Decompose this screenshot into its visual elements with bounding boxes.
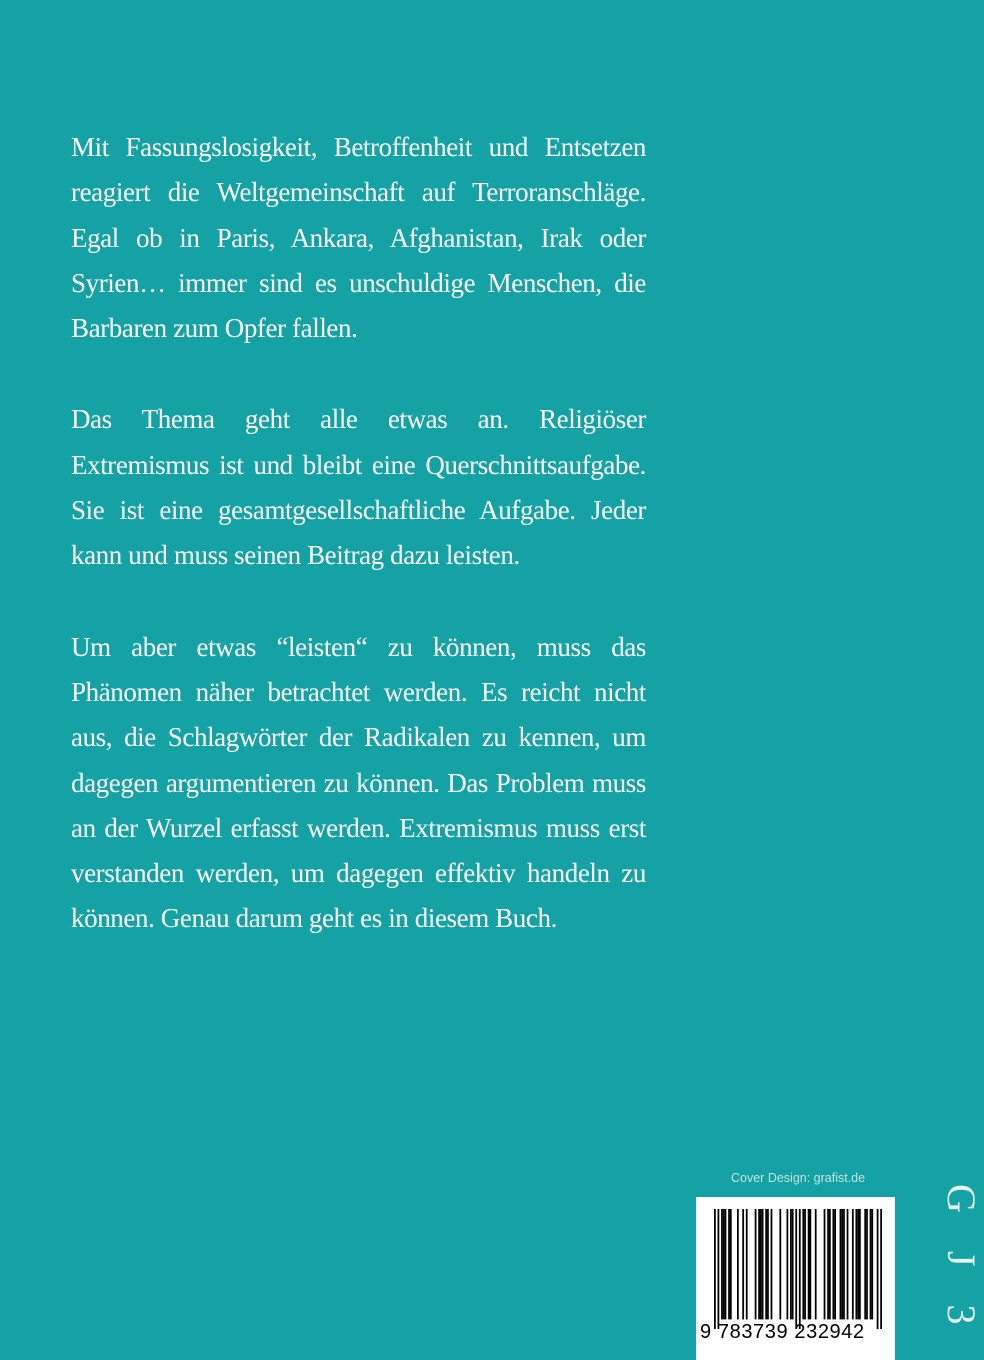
cover-design-credit: Cover Design: grafist.de	[731, 1171, 866, 1185]
barcode-bar	[746, 1209, 748, 1319]
barcode-bar	[855, 1209, 857, 1319]
barcode-bar	[758, 1209, 760, 1319]
barcode-bar	[714, 1209, 716, 1329]
barcode-bar	[742, 1209, 744, 1319]
spine-edge	[938, 1180, 984, 1360]
barcode-bar	[787, 1209, 789, 1319]
back-cover-blurb	[71, 125, 646, 942]
barcode-bar	[790, 1209, 792, 1319]
barcode-bar	[767, 1209, 769, 1319]
barcode-bar	[829, 1209, 831, 1319]
barcode-bar	[840, 1209, 842, 1319]
barcode-bar	[857, 1209, 859, 1319]
barcode-bar	[859, 1209, 861, 1319]
barcode-bar	[728, 1209, 730, 1319]
barcode-bar	[808, 1209, 810, 1319]
barcode-bar	[824, 1209, 826, 1319]
blurb-paragraph-2: Das Thema geht alle etwas an. Religiöser Extremismus ist und bleibt eine Querschnittsaufgabe. Sie ist eine gesamtgesellschaftliche Aufgabe. Jeder kann und muss seinen Beitrag dazu leisten.	[71, 404, 646, 571]
spine-text-fragment: G J 3	[939, 1184, 984, 1339]
barcode-bar	[809, 1209, 811, 1319]
barcode-bar	[841, 1209, 843, 1319]
barcode-bar	[779, 1209, 781, 1319]
barcode-bar	[864, 1209, 866, 1319]
barcode-bar	[723, 1209, 725, 1319]
barcode-bar	[827, 1209, 829, 1319]
barcode-bar	[795, 1209, 797, 1329]
barcode-bar	[765, 1209, 767, 1319]
barcode-bar	[871, 1209, 873, 1319]
barcode-bar	[721, 1209, 723, 1319]
barcode-bar	[847, 1209, 849, 1319]
barcode-bar	[815, 1209, 817, 1319]
barcode-bar	[760, 1209, 762, 1319]
barcode-bar	[870, 1209, 872, 1319]
barcode-bar	[866, 1209, 868, 1319]
isbn-barcode	[696, 1197, 895, 1360]
barcode-bar	[877, 1209, 879, 1329]
barcode-bar	[843, 1209, 845, 1319]
barcode-bar	[880, 1209, 882, 1329]
blurb-paragraph-3: Um aber etwas “leisten“ zu können, muss das Phänomen näher betrachtet werden. Es reicht nicht aus, die Schlagwörter der Radikalen zu kennen, um dagegen argumentieren zu können. Das Problem muss an der Wurzel erfasst werden. Extremismus muss erst verstanden werden, um dagegen effektiv handeln zu können. Genau darum geht es in diesem Buch.	[71, 631, 646, 934]
barcode-bar	[834, 1209, 836, 1319]
blurb-paragraph-1: Mit Fassungslosigkeit, Betroffenheit und Entsetzen reagiert die Weltgemeinschaft auf Terroranschläge. Egal ob in Paris, Ankara, Afghanistan, Irak oder Syrien… immer sind es unschuldige Menschen, die Barbaren zum Opfer fallen.	[71, 132, 646, 344]
barcode-bar	[802, 1209, 804, 1319]
barcode-bars	[714, 1209, 882, 1329]
barcode-bar	[755, 1209, 757, 1319]
barcode-bar	[730, 1209, 732, 1319]
barcode-bar	[792, 1209, 794, 1319]
barcode-bar	[725, 1209, 727, 1319]
barcode-bar	[804, 1209, 806, 1319]
barcode-bar	[771, 1209, 773, 1319]
isbn-digits: 9 783739 232942	[700, 1321, 865, 1343]
barcode-bar	[799, 1209, 801, 1329]
barcode-bar	[762, 1209, 764, 1319]
barcode-bar	[852, 1209, 854, 1319]
barcode-bar	[737, 1209, 739, 1319]
barcode-bar	[718, 1209, 720, 1329]
barcode-bar	[832, 1209, 834, 1319]
